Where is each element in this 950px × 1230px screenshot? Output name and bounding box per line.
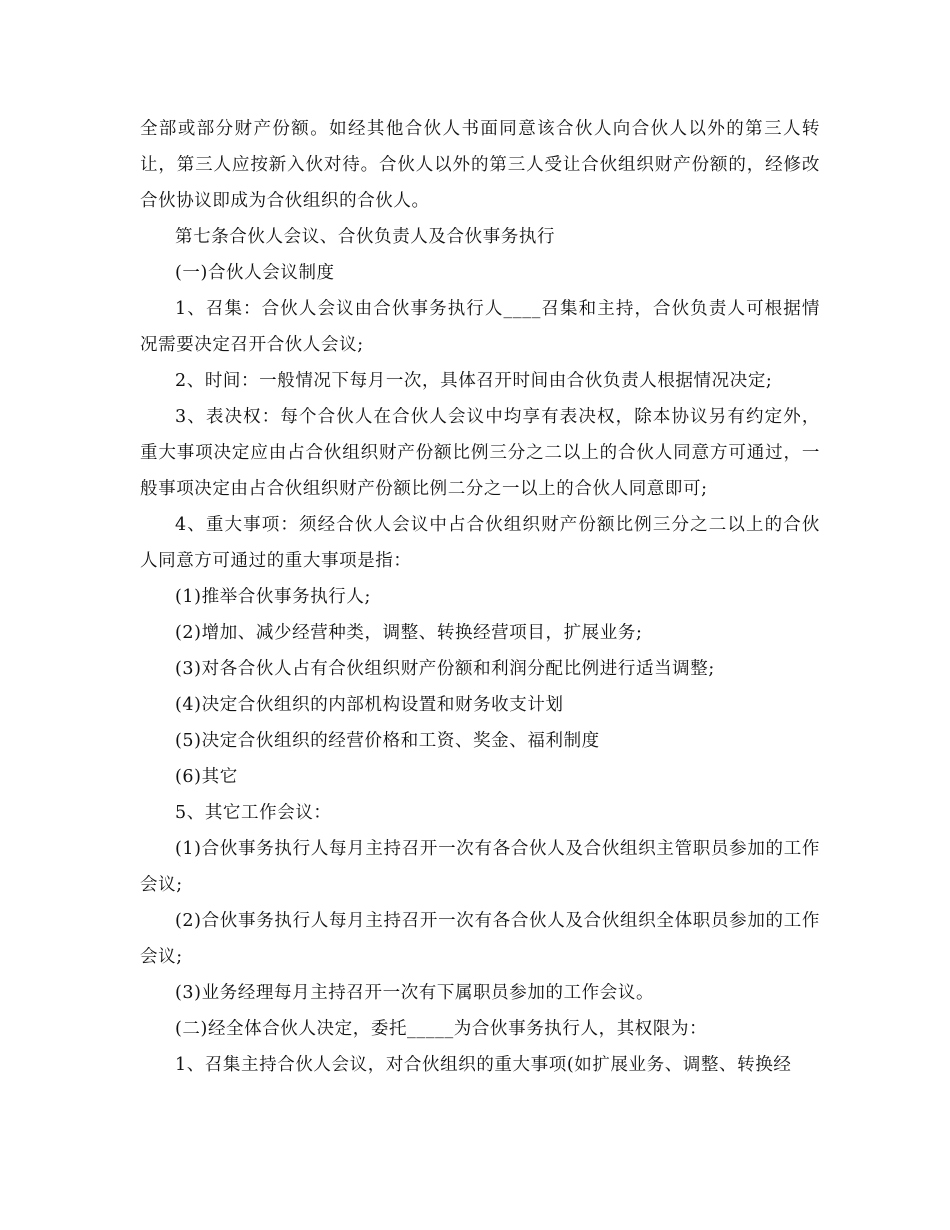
major-matter-item-6: (6)其它	[175, 767, 238, 787]
clause-voting-rights: 3、表决权：每个合伙人在合伙人会议中均享有表决权，除本协议另有约定外，重大事项决定应由占合伙组织财产份额比例三分之二以上的合伙人同意方可通过，一般事项决定由占合伙组织财产份额比例二分之一以上的合伙人同意即可;	[140, 407, 820, 499]
major-matter-item-2: (2)增加、减少经营种类，调整、转换经营项目，扩展业务;	[175, 623, 643, 643]
executor-power-item-1: 1、召集主持合伙人会议，对合伙组织的重大事项(如扩展业务、调整、转换经	[175, 1055, 792, 1075]
section-one-heading: (一)合伙人会议制度	[175, 263, 335, 283]
document-body	[140, 111, 820, 1083]
clause-other-meetings: 5、其它工作会议：	[175, 803, 332, 823]
other-meeting-item-2: (2)合伙事务执行人每月主持召开一次有各合伙人及合伙组织全体职员参加的工作会议;	[140, 911, 820, 967]
major-matter-item-3: (3)对各合伙人占有合伙组织财产份额和利润分配比例进行适当调整;	[175, 659, 715, 679]
other-meeting-item-1: (1)合伙事务执行人每月主持召开一次有各合伙人及合伙组织主管职员参加的工作会议;	[140, 839, 820, 895]
clause-time: 2、时间：一般情况下每月一次，具体召开时间由合伙负责人根据情况决定;	[175, 371, 773, 391]
major-matter-item-4: (4)决定合伙组织的内部机构设置和财务收支计划	[175, 695, 564, 715]
clause-major-matters: 4、重大事项：须经合伙人会议中占合伙组织财产份额比例三分之二以上的合伙人同意方可通过的重大事项是指：	[140, 515, 820, 571]
paragraph-continued-transfer-clause: 全部或部分财产份额。如经其他合伙人书面同意该合伙人向合伙人以外的第三人转让，第三人应按新入伙对待。合伙人以外的第三人受让合伙组织财产份额的，经修改合伙协议即成为合伙组织的合伙人。	[140, 119, 820, 211]
article-seven-heading: 第七条合伙人会议、合伙负责人及合伙事务执行	[175, 227, 556, 247]
major-matter-item-1: (1)推举合伙事务执行人;	[175, 587, 371, 607]
other-meeting-item-3: (3)业务经理每月主持召开一次有下属职员参加的工作会议。	[175, 983, 655, 1003]
section-two-heading: (二)经全体合伙人决定，委托_____为合伙事务执行人，其权限为：	[175, 1019, 708, 1039]
major-matter-item-5: (5)决定合伙组织的经营价格和工资、奖金、福利制度	[175, 731, 600, 751]
clause-convening: 1、召集：合伙人会议由合伙事务执行人____召集和主持，合伙负责人可根据情况需要决定召开合伙人会议;	[140, 299, 820, 355]
